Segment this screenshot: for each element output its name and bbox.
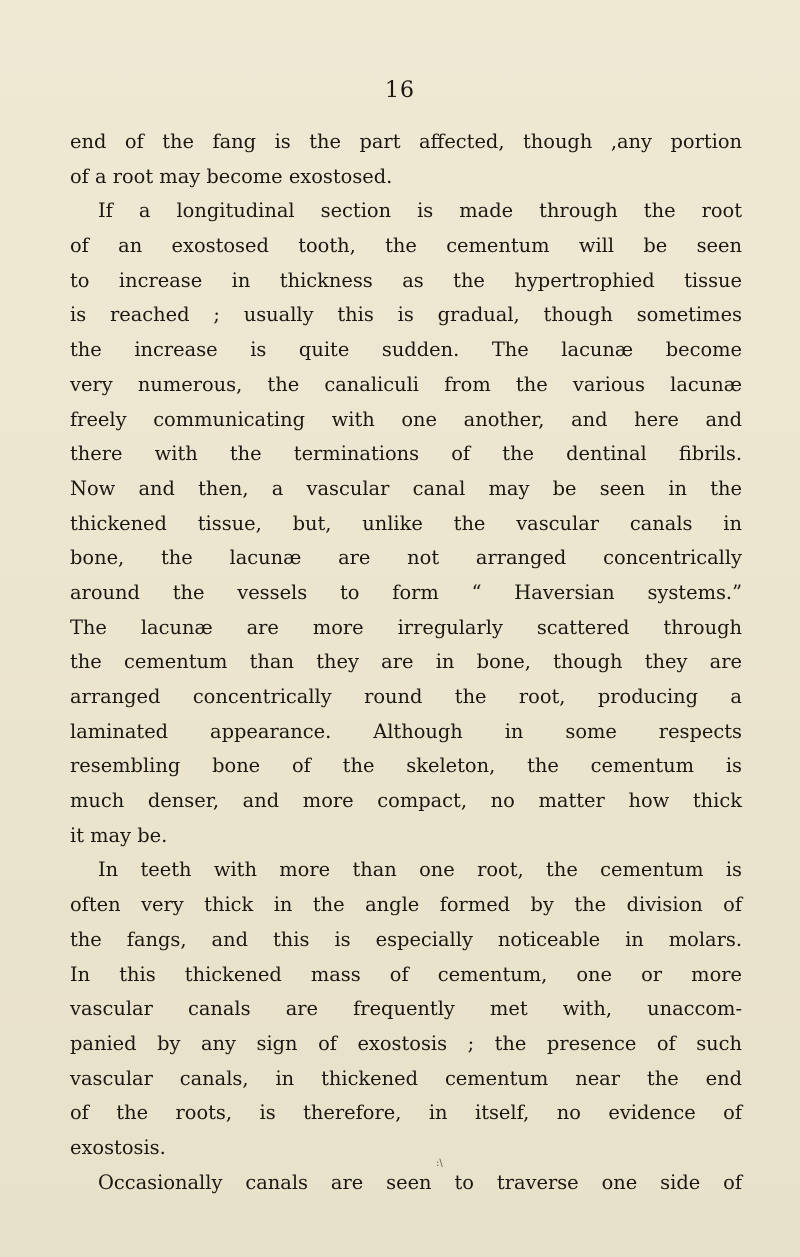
text-line: of the roots, is therefore, in itself, no evidence of [70,1101,742,1125]
ink-speck: :\ [436,1158,443,1169]
text-line: Now and then, a vascular canal may be seen in the [70,476,742,500]
text-line: In this thickened mass of cementum, one or more [70,962,742,986]
text-line: arranged concentrically round the root, producing a [70,685,742,708]
text-line: to increase in thickness as the hypertrophied tissue [70,268,742,292]
page-number: 16 [385,78,415,103]
text-line: of an exostosed tooth, the cementum will be seen [70,234,742,258]
text-line: In teeth with more than one root, the cementum is [98,858,742,882]
text-line: end of the fang is the part affected, though ,any portion [70,130,742,153]
text-line: it may be. [70,823,168,847]
text-line: of a root may become exostosed. [70,164,393,188]
text-line: resembling bone of the skeleton, the cementum is [70,754,742,778]
text-line: the fangs, and this is especially noticeable in molars. [70,927,742,951]
text-line: there with the terminations of the dentinal fibrils. [70,442,742,466]
text-line: bone, the lacunæ are not arranged concentrically [70,546,742,570]
text-line: very numerous, the canaliculi from the various lacunæ [70,372,742,396]
text-line: the increase is quite sudden. The lacunæ become [70,338,742,362]
text-line: often very thick in the angle formed by the division of [70,893,742,917]
text-line: the cementum than they are in bone, though they are [70,650,742,674]
text-line: Occasionally canals are seen to traverse one side of [98,1170,742,1194]
text-line: around the vessels to form “ Haversian systems.” [70,580,742,604]
text-line: The lacunæ are more irregularly scattered through [70,615,742,639]
text-line: panied by any sign of exostosis ; the presence of such [70,1031,742,1055]
text-line: much denser, and more compact, no matter how thick [70,789,742,813]
text-line: vascular canals are frequently met with, unaccom- [70,997,742,1021]
text-line: freely communicating with one another, and here and [70,407,742,431]
text-line: vascular canals, in thickened cementum near the end [70,1066,742,1090]
text-line: If a longitudinal section is made through the root [98,199,742,223]
text-line: exostosis. [70,1135,166,1159]
text-line: is reached ; usually this is gradual, though sometimes [70,303,742,327]
body-text [70,125,742,1200]
text-line: thickened tissue, but, unlike the vascular canals in [70,511,742,535]
text-line: laminated appearance. Although in some respects [70,719,742,743]
